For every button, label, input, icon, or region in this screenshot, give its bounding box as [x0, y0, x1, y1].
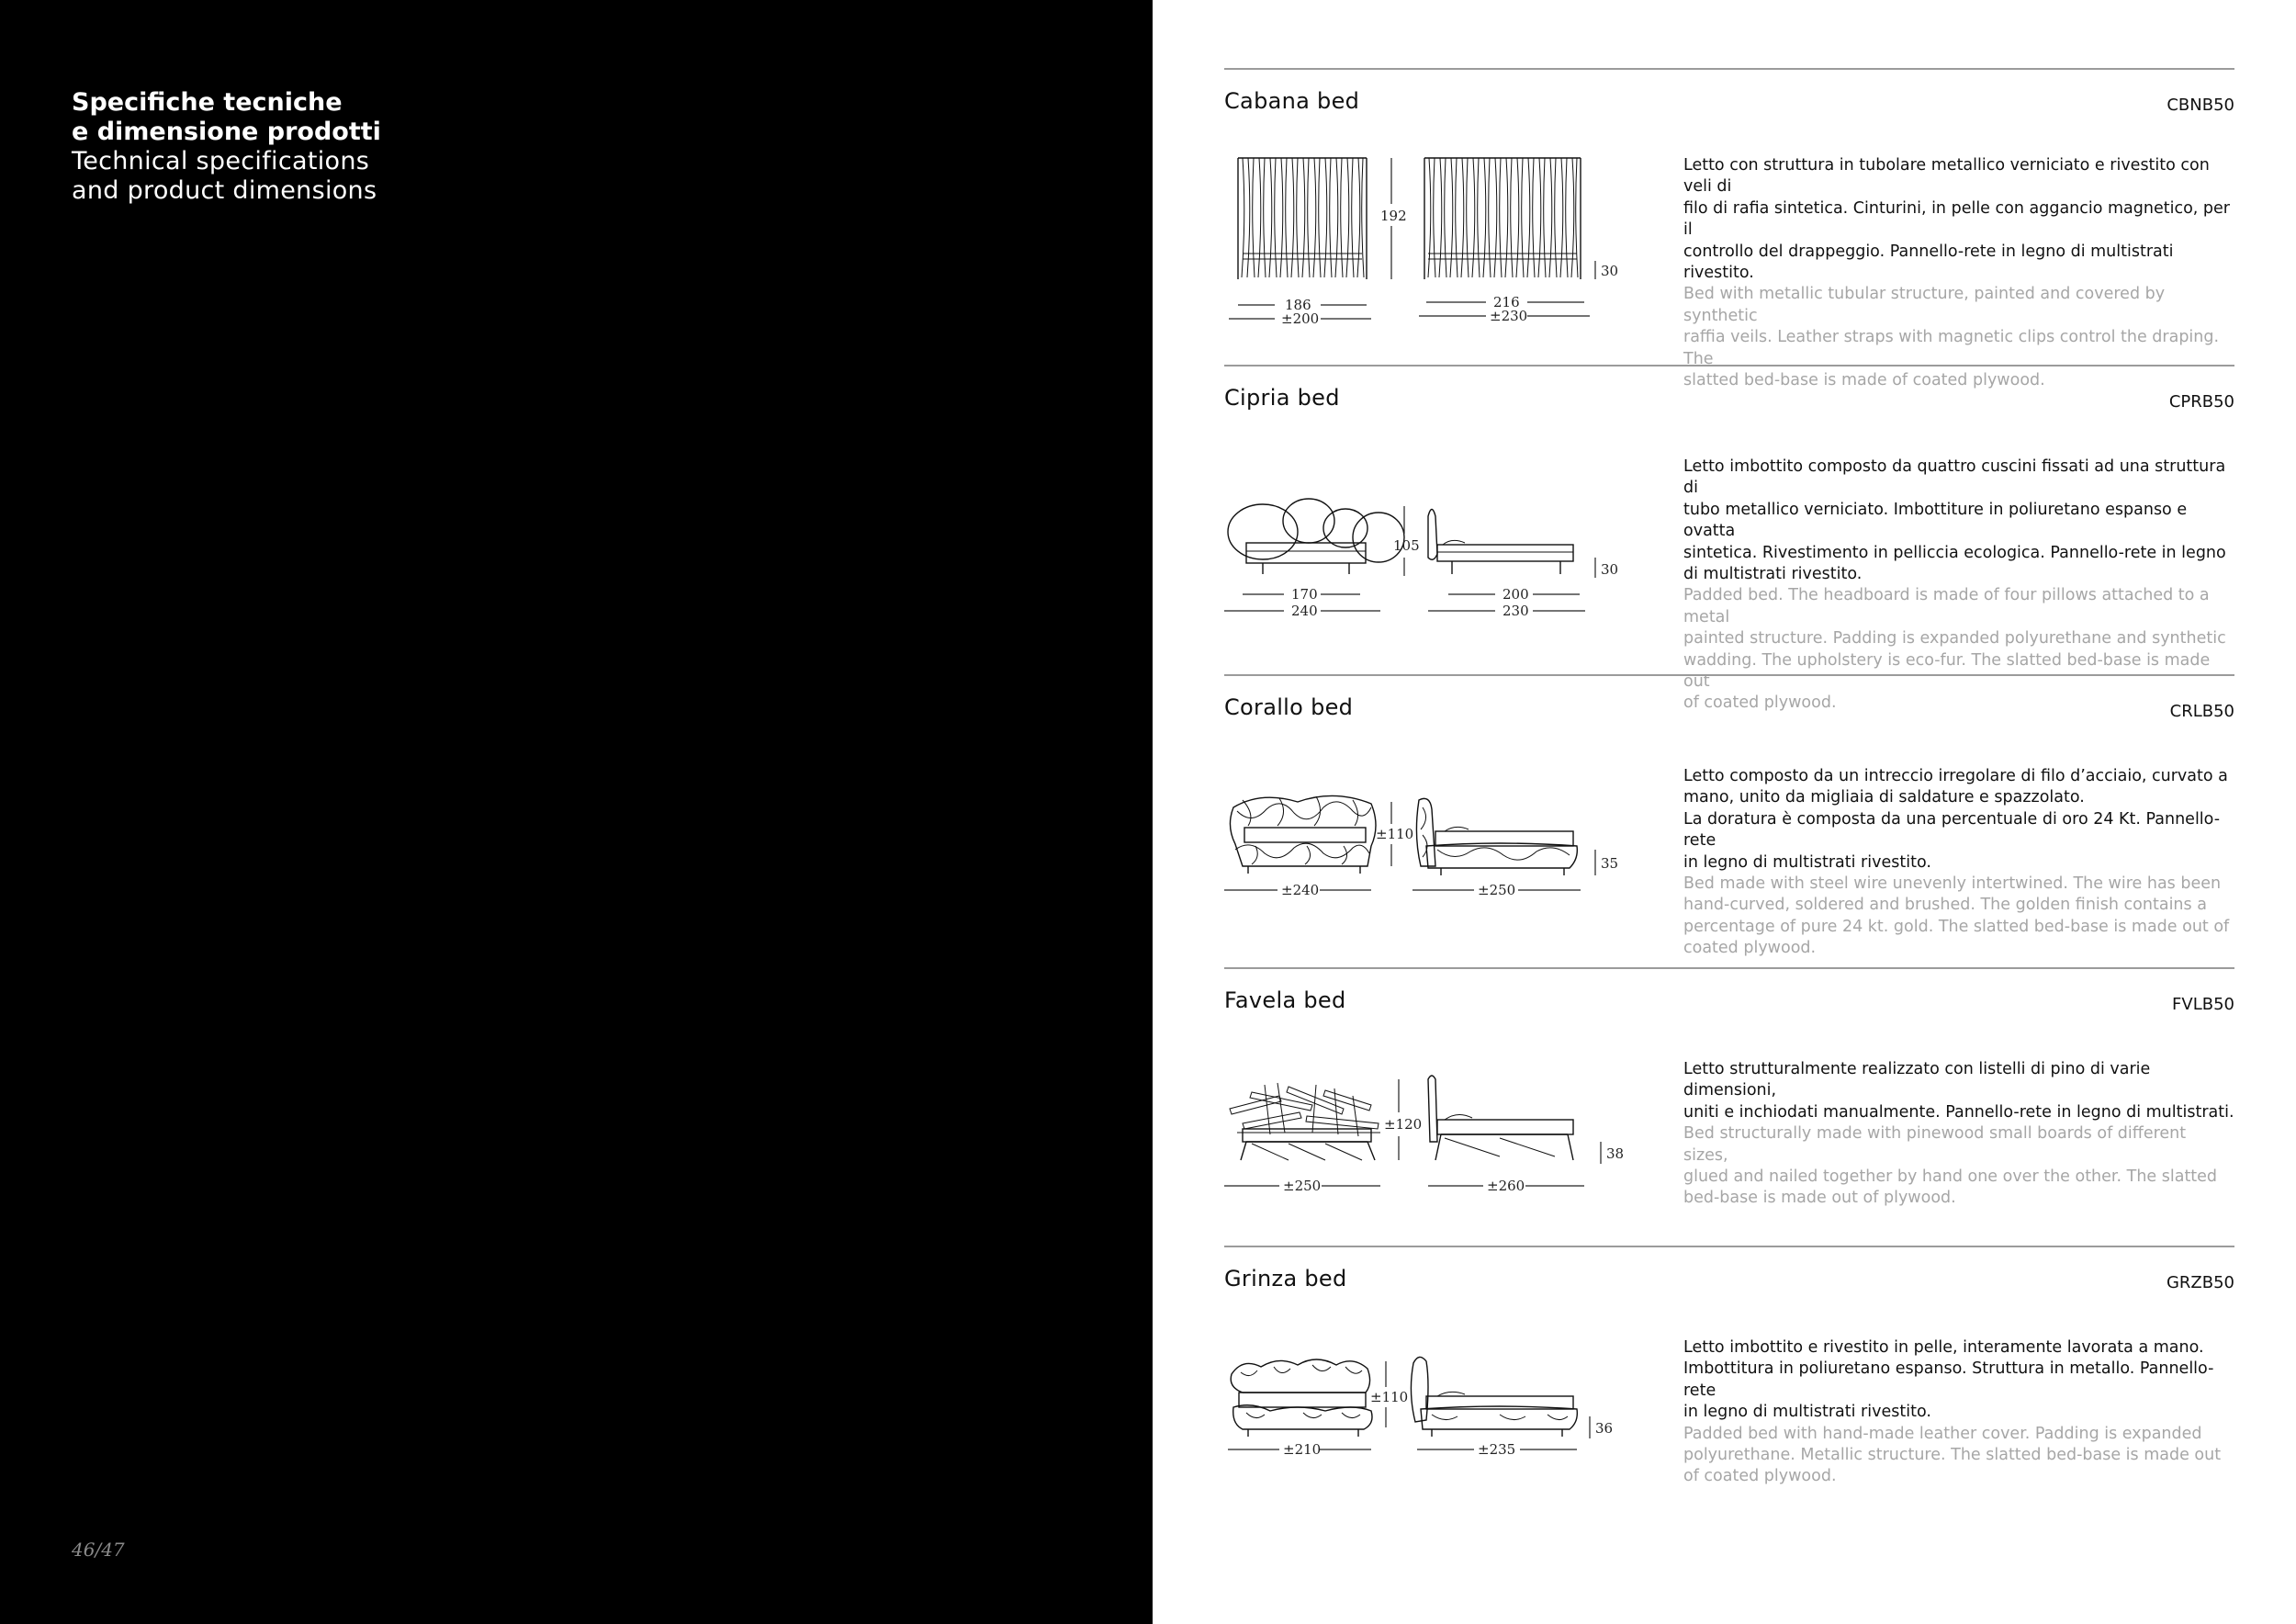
divider — [1224, 1246, 2234, 1247]
product-code: GRZB50 — [2166, 1273, 2234, 1292]
product-description — [1683, 1337, 2234, 1488]
dim-label: ±260 — [1487, 1178, 1525, 1194]
description-english: Bed with metallic tubular structure, painted and covered by synthetic raffia veils. Leather straps with magnetic clips control the draping. The slatted bed-base is made of coated plywood. — [1683, 285, 2220, 390]
grinza-side-view — [1411, 1357, 1577, 1437]
product-code: CRLB50 — [2169, 702, 2234, 721]
dim-label: ±250 — [1283, 1178, 1322, 1194]
favela-drawing — [1224, 1068, 1647, 1224]
product-name: Corallo bed — [1224, 694, 1354, 720]
grinza-front-view — [1231, 1359, 1372, 1437]
product-description — [1683, 766, 2234, 960]
title-line-3: Technical specifications — [72, 147, 370, 175]
dim-label: 36 — [1595, 1420, 1614, 1437]
dim-label: 30 — [1601, 561, 1619, 578]
dim-label: ±120 — [1384, 1116, 1423, 1133]
cabana-front-view — [1238, 158, 1367, 279]
description-english: Padded bed. The headboard is made of four pillows attached to a metal painted structure. Padding is expanded polyurethane and synthetic wadding. The upholstery is eco-fur. The slatted bed-base is made out of coated plywood. — [1683, 586, 2226, 713]
divider — [1224, 674, 2234, 676]
description-italian: Letto imbottito composto da quattro cuscini fissati ad una struttura di tubo metallico verniciato. Imbottiture in poliuretano espanso e ovatta sintetica. Rivestimento in pelliccia ecologica. Pannello-rete in legno di multistrati rivestito. — [1683, 457, 2226, 584]
corallo-side-view — [1416, 798, 1577, 875]
product-name: Cabana bed — [1224, 88, 1360, 114]
cabana-side-view — [1424, 158, 1581, 279]
dim-label: 192 — [1380, 208, 1407, 224]
description-italian: Letto con struttura in tubolare metallico verniciato e rivestito con veli di filo di rafia sintetica. Cinturini, in pelle con aggancio magnetico, per il controllo del drappeggio. Pannello-rete in legno di multistrati rivestito. — [1683, 156, 2230, 283]
product-description — [1683, 155, 2234, 391]
cipria-dimension-lines — [1224, 506, 1595, 611]
description-italian: Letto strutturalmente realizzato con listelli di pino di varie dimensioni, uniti e inchiodati manualmente. Pannello-rete in legno di multistrati. — [1683, 1060, 2234, 1122]
section-title — [72, 88, 381, 206]
corallo-front-view — [1230, 795, 1376, 874]
description-italian: Letto composto da un intreccio irregolare di filo d’acciaio, curvato a mano, unito da migliaia di saldature e spazzolato. La doratura è composta da una percentuale di oro 24 Kt. Pannello-rete in legno di multistrati rivestito. — [1683, 767, 2228, 872]
dim-label: ±230 — [1490, 308, 1528, 324]
product-code: FVLB50 — [2172, 995, 2234, 1014]
cabana-drawing — [1224, 151, 1647, 353]
dim-label: ±210 — [1283, 1441, 1322, 1458]
grinza-dimension-lines — [1228, 1361, 1590, 1449]
divider — [1224, 68, 2234, 70]
title-line-1: Specifiche tecniche — [72, 88, 343, 117]
dim-label: 230 — [1503, 603, 1529, 619]
product-corallo — [1224, 674, 2234, 959]
description-english: Bed structurally made with pinewood small boards of different sizes, glued and nailed together by hand one over the other. The slatted bed-base is made out of plywood. — [1683, 1124, 2218, 1208]
dim-label: ±235 — [1478, 1441, 1516, 1458]
dim-label: ±110 — [1376, 826, 1414, 842]
divider — [1224, 967, 2234, 969]
grinza-drawing — [1224, 1347, 1647, 1494]
dim-label: ±200 — [1281, 310, 1320, 327]
product-description — [1683, 1059, 2234, 1210]
dim-label: 186 — [1285, 297, 1311, 313]
product-name: Favela bed — [1224, 987, 1346, 1013]
cipria-drawing — [1224, 493, 1647, 631]
page-number: 46/47 — [72, 1539, 125, 1561]
favela-side-view — [1428, 1076, 1573, 1160]
dim-label: ±250 — [1478, 882, 1516, 898]
cipria-side-view — [1428, 510, 1573, 575]
dim-label: 30 — [1601, 263, 1619, 279]
dim-label: 105 — [1393, 537, 1420, 554]
dim-label: 38 — [1606, 1145, 1625, 1162]
product-cabana — [1224, 68, 2234, 390]
favela-front-view — [1230, 1083, 1380, 1160]
description-italian: Letto imbottito e rivestito in pelle, interamente lavorata a mano. Imbottitura in poliuretano espanso. Struttura in metallo. Pannello-rete in legno di multistrati rivestito. — [1683, 1338, 2214, 1422]
product-grinza — [1224, 1246, 2234, 1521]
product-name: Cipria bed — [1224, 385, 1340, 411]
product-favela — [1224, 967, 2234, 1234]
dim-label: ±110 — [1370, 1389, 1409, 1405]
corallo-drawing — [1224, 789, 1647, 918]
description-english: Bed made with steel wire unevenly intertwined. The wire has been hand-curved, soldered and brushed. The golden finish contains a percentage of pure 24 kt. gold. The slatted bed-base is made out of coated plywood. — [1683, 874, 2230, 958]
dim-label: 35 — [1601, 855, 1619, 872]
title-line-4: and product dimensions — [72, 176, 377, 205]
dim-label: 216 — [1493, 294, 1520, 310]
description-english: Padded bed with hand-made leather cover. Padding is expanded polyurethane. Metallic structure. The slatted bed-base is made out of coated plywood. — [1683, 1424, 2222, 1486]
title-line-2: e dimensione prodotti — [72, 118, 381, 146]
dim-label: ±240 — [1281, 882, 1320, 898]
product-name: Grinza bed — [1224, 1266, 1347, 1291]
product-code: CPRB50 — [2168, 392, 2234, 412]
dim-label: 170 — [1291, 586, 1318, 603]
cipria-front-view — [1228, 499, 1404, 574]
dim-label: 240 — [1291, 603, 1318, 619]
dim-label: 200 — [1503, 586, 1529, 603]
product-code: CBNB50 — [2167, 96, 2234, 115]
divider — [1224, 365, 2234, 367]
